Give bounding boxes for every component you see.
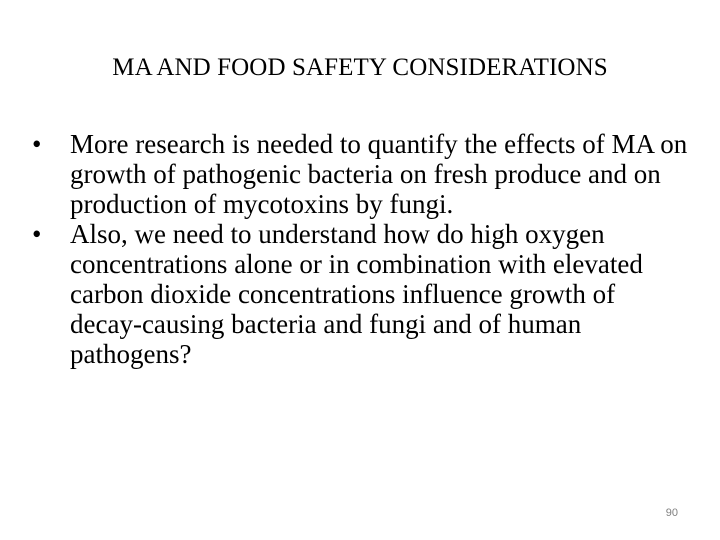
bullet-item — [32, 129, 692, 219]
bullet-text: More research is needed to quantify the effects of MA on growth of pathogenic bacteria on fresh produce and on production of mycotoxins by fungi. — [70, 129, 688, 219]
bullet-icon: • — [32, 129, 42, 159]
bullet-text: Also, we need to understand how do high oxygen concentrations alone or in combination with elevated carbon dioxide concentrations influence growth of decay-causing bacteria and fungi and of human pathogens? — [70, 219, 643, 369]
slide-title: MA AND FOOD SAFETY CONSIDERATIONS — [112, 54, 608, 81]
bullet-item — [32, 219, 692, 369]
page-number: 90 — [665, 507, 678, 519]
bullet-icon: • — [32, 219, 42, 249]
bullet-list — [32, 129, 692, 369]
